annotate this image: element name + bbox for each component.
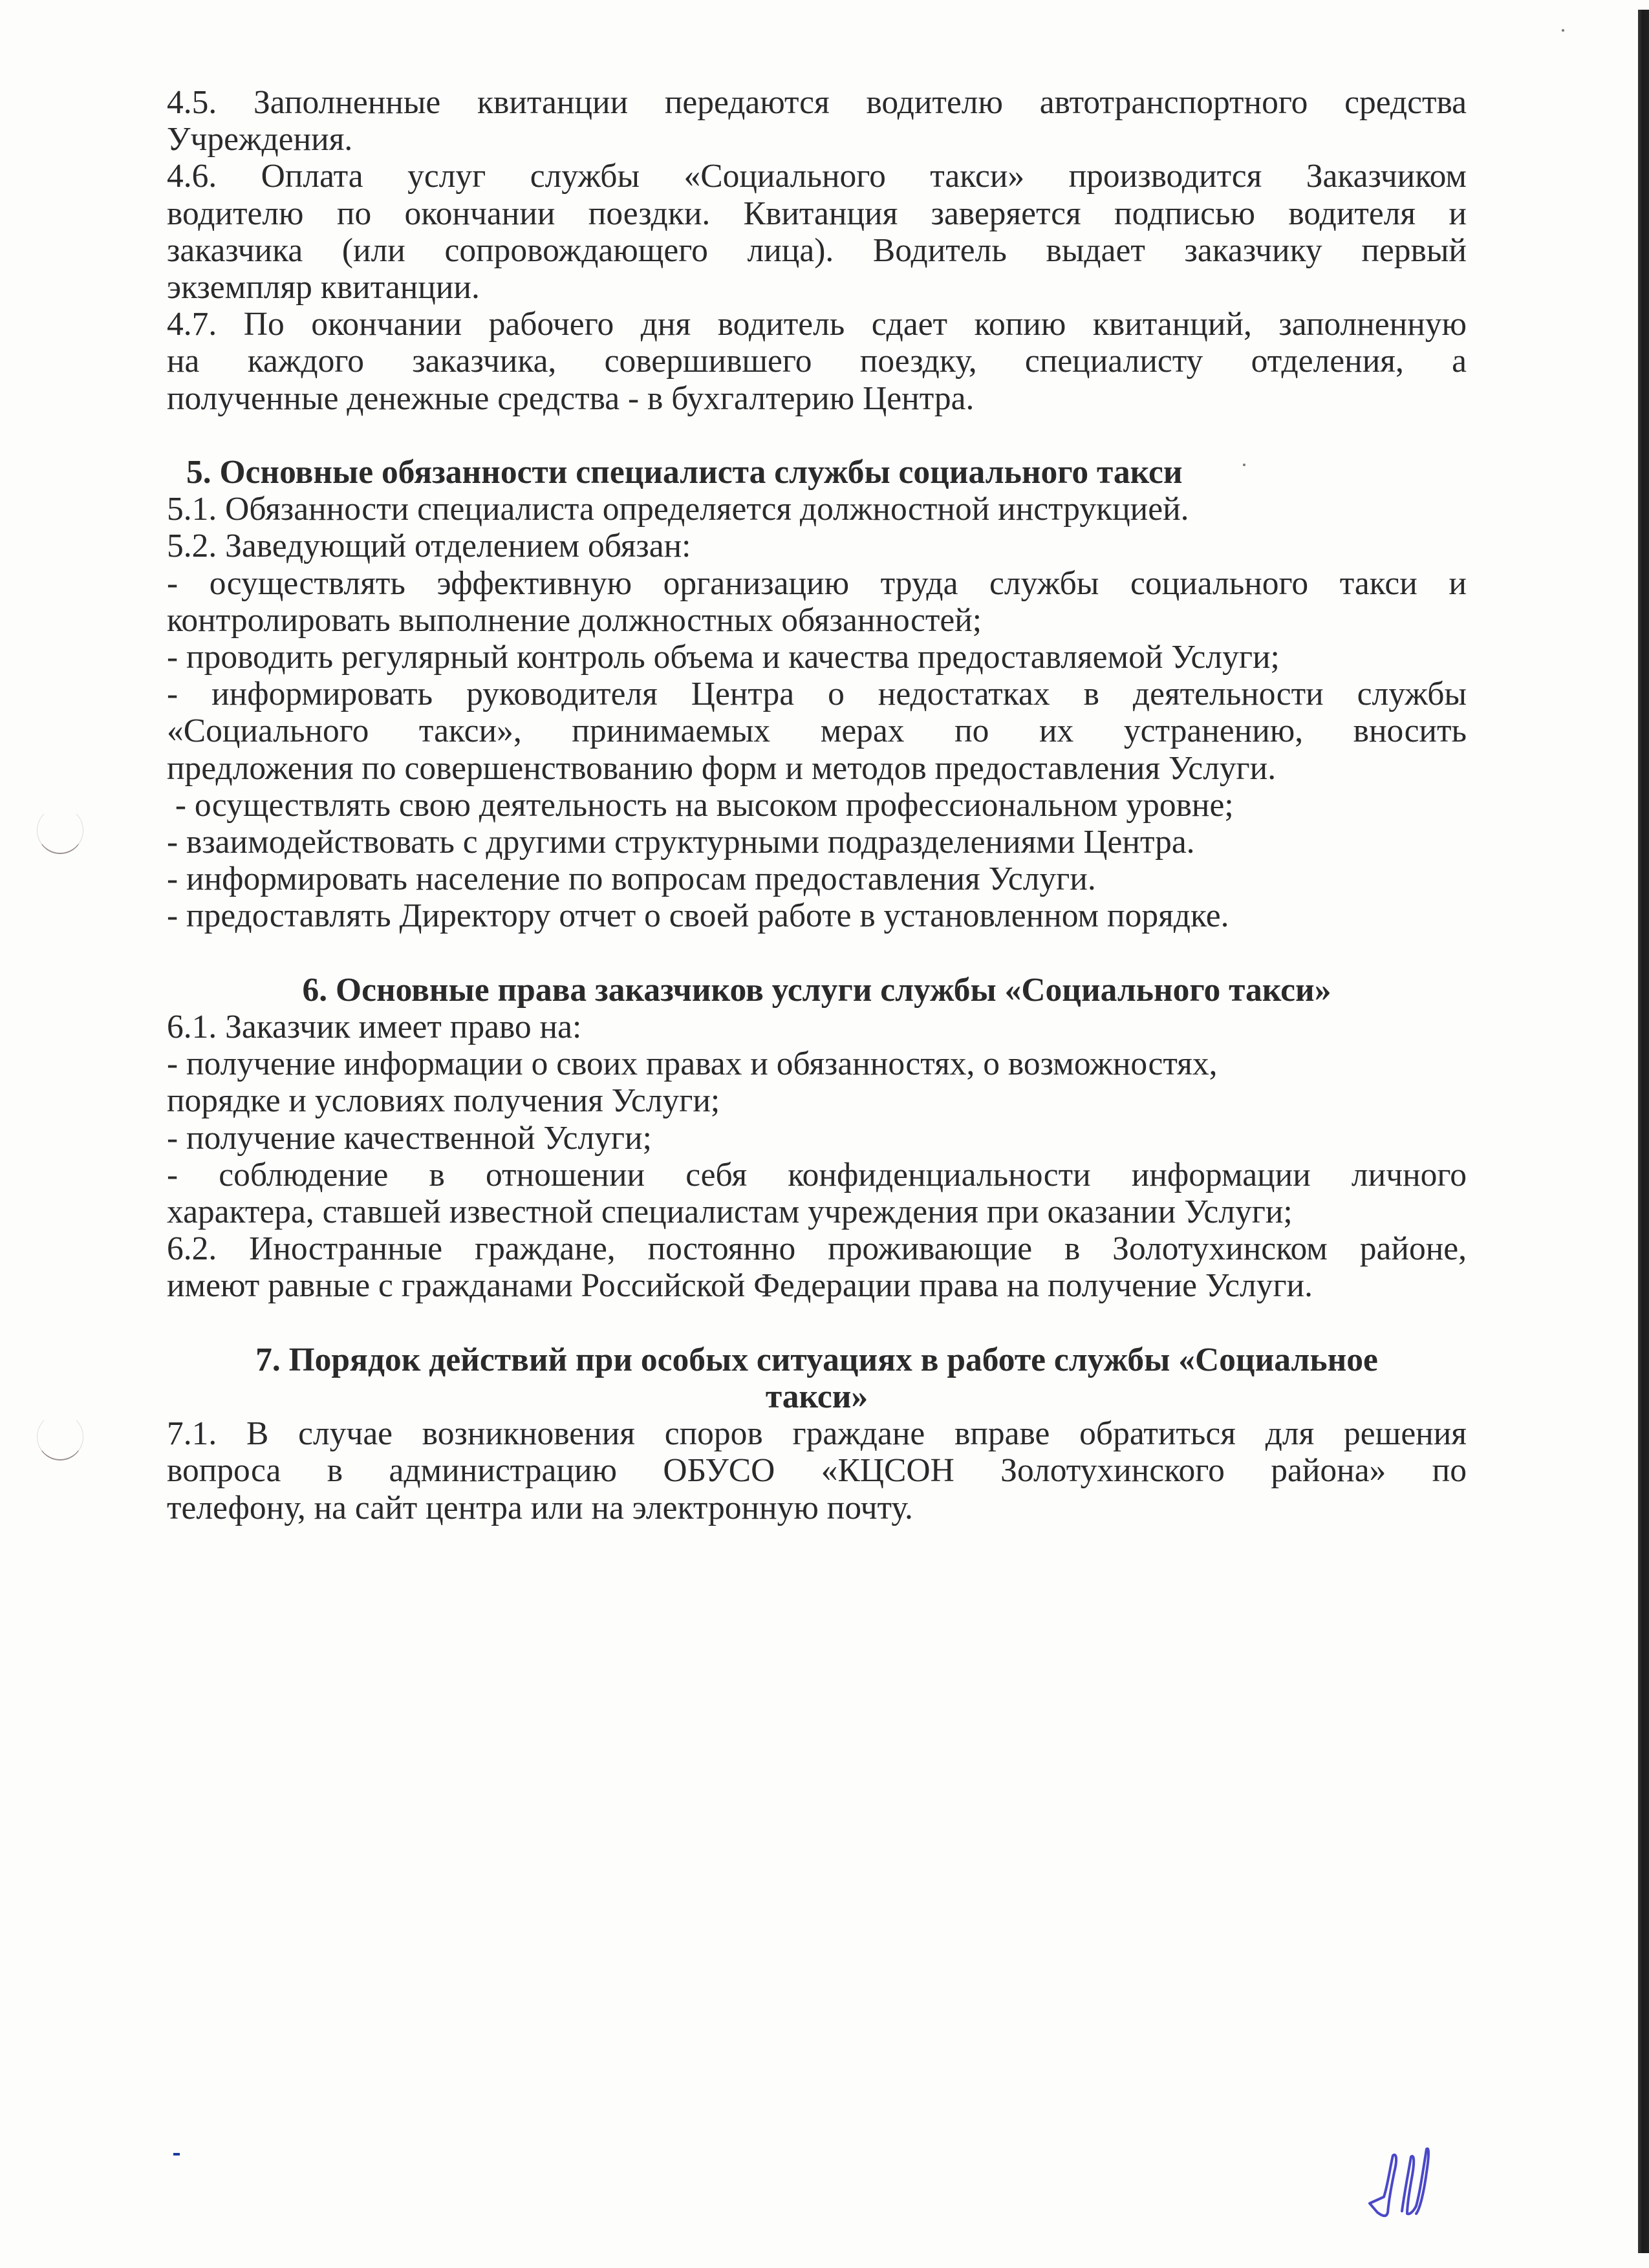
paragraph-4-6-line: 4.6. Оплата услуг службы «Социального такси» производится Заказчиком (167, 158, 1467, 195)
paragraph-6-1: 6.1. Заказчик имеет право на: (167, 1009, 582, 1046)
duty-item-line: - осуществлять свою деятельность на высоком профессиональном уровне; (167, 786, 1234, 824)
paragraph-4-7-line: 4.7. По окончании рабочего дня водитель сдает копию квитанций, заполненную (167, 306, 1467, 343)
duty-item-line: «Социального такси», принимаемых мерах по их устранению, вносить (167, 712, 1467, 750)
duty-item-line: - предоставлять Директору отчет о своей работе в установленном порядке. (167, 897, 1229, 935)
duty-item-line: - осуществлять эффективную организацию труда службы социального такси и (167, 564, 1467, 602)
paragraph-4-6-line: заказчика (или сопровождающего лица). Водитель выдает заказчику первый (167, 231, 1467, 269)
right-item-line: - получение качественной Услуги; (167, 1119, 652, 1157)
signature (1364, 2146, 1442, 2224)
scanner-edge (1638, 10, 1649, 2253)
right-item-line: - получение информации о своих правах и обязанностях, о возможностях, (167, 1045, 1218, 1083)
paragraph-5-2: 5.2. Заведующий отделением обязан: (167, 528, 691, 565)
pen-mark (173, 2153, 180, 2156)
section-6-heading: 6. Основные права заказчиков услуги службы «Социального такси» (302, 971, 1331, 1009)
right-item-line: - соблюдение в отношении себя конфиденциальности информации личного (167, 1156, 1467, 1193)
section-5-heading: 5. Основные обязанности специалиста службы социального такси (186, 454, 1183, 491)
paragraph-4-6-line: экземпляр квитанции. (167, 269, 480, 306)
paragraph-5-1: 5.1. Обязанности специалиста определяется должностной инструкцией. (167, 491, 1189, 528)
paragraph-7-1-line: 7.1. В случае возникновения споров граждане вправе обратиться для решения (167, 1415, 1467, 1453)
duty-item-line: - информировать руководителя Центра о недостатках в деятельности службы (167, 676, 1467, 713)
paragraph-6-2-line: 6.2. Иностранные граждане, постоянно проживающие в Золотухинском районе, (167, 1230, 1467, 1268)
document-body (167, 84, 1467, 1526)
right-item-line: порядке и условиях получения Услуги; (167, 1082, 720, 1120)
paragraph-4-6-line: водителю по окончании поездки. Квитанция заверяется подписью водителя и (167, 195, 1467, 232)
paragraph-7-1-line: телефону, на сайт центра или на электронную почту. (167, 1489, 913, 1526)
right-item-line: характера, ставшей известной специалистам учреждения при оказании Услуги; (167, 1193, 1293, 1231)
paragraph-4-7-line: полученные денежные средства - в бухгалтерию Центра. (167, 380, 975, 417)
duty-item-line: контролировать выполнение должностных обязанностей; (167, 601, 982, 639)
section-7-heading: такси» (765, 1378, 868, 1416)
duty-item-line: - взаимодействовать с другими структурными подразделениями Центра. (167, 824, 1195, 861)
paragraph-6-2-line: имеют равные с гражданами Российской Федерации права на получение Услуги. (167, 1267, 1313, 1305)
dust-speck (1562, 29, 1564, 32)
paragraph-7-1-line: вопроса в администрацию ОБУСО «КЦСОН Золотухинского района» по (167, 1452, 1467, 1490)
duty-item-line: - информировать население по вопросам предоставления Услуги. (167, 861, 1096, 898)
paragraph-4-7-line: на каждого заказчика, совершившего поездку, специалисту отделения, а (167, 343, 1467, 380)
punch-hole (37, 1413, 83, 1460)
punch-hole (37, 807, 83, 854)
section-7-heading: 7. Порядок действий при особых ситуациях в работе службы «Социальное (255, 1341, 1378, 1378)
paragraph-4-5-line: 4.5. Заполненные квитанции передаются водителю автотранспортного средства (167, 84, 1467, 121)
duty-item-line: - проводить регулярный контроль объема и качества предоставляемой Услуги; (167, 639, 1280, 676)
paragraph-4-5-line: Учреждения. (167, 121, 353, 158)
duty-item-line: предложения по совершенствованию форм и методов предоставления Услуги. (167, 749, 1277, 787)
